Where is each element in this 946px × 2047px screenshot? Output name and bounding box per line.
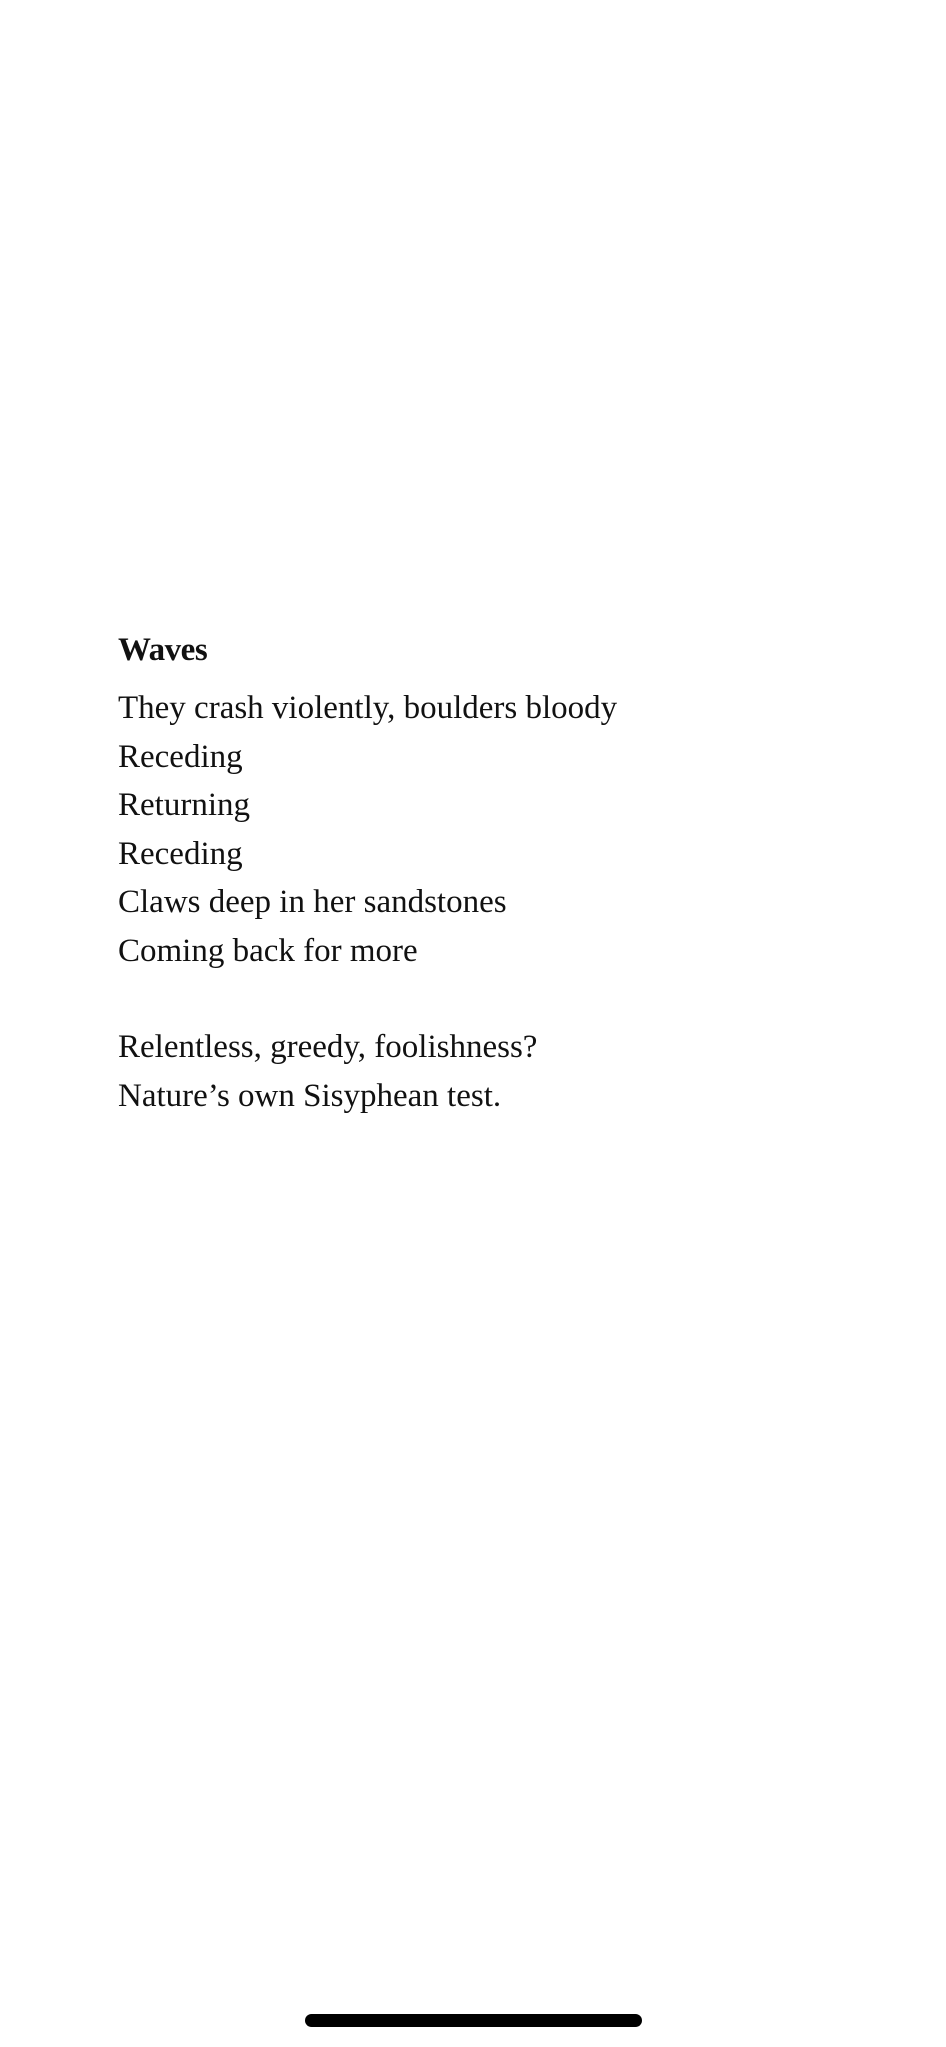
poem-line: Receding [118, 738, 243, 775]
poem-line: Nature’s own Sisyphean test. [118, 1077, 502, 1114]
stanza-2 [118, 1023, 878, 1120]
poem-line: Coming back for more [118, 932, 418, 969]
poem-line: Returning [118, 787, 250, 823]
stanza-1 [118, 684, 878, 975]
poem-line: Relentless, greedy, foolishness? [118, 1029, 538, 1065]
poem-line: They crash violently, boulders bloody [118, 690, 618, 726]
poem-line: Receding [118, 835, 243, 872]
poem [118, 628, 878, 1120]
poem-title: Waves [118, 632, 208, 668]
poem-line: Claws deep in her sandstones [118, 884, 507, 920]
home-indicator[interactable] [305, 2014, 642, 2027]
